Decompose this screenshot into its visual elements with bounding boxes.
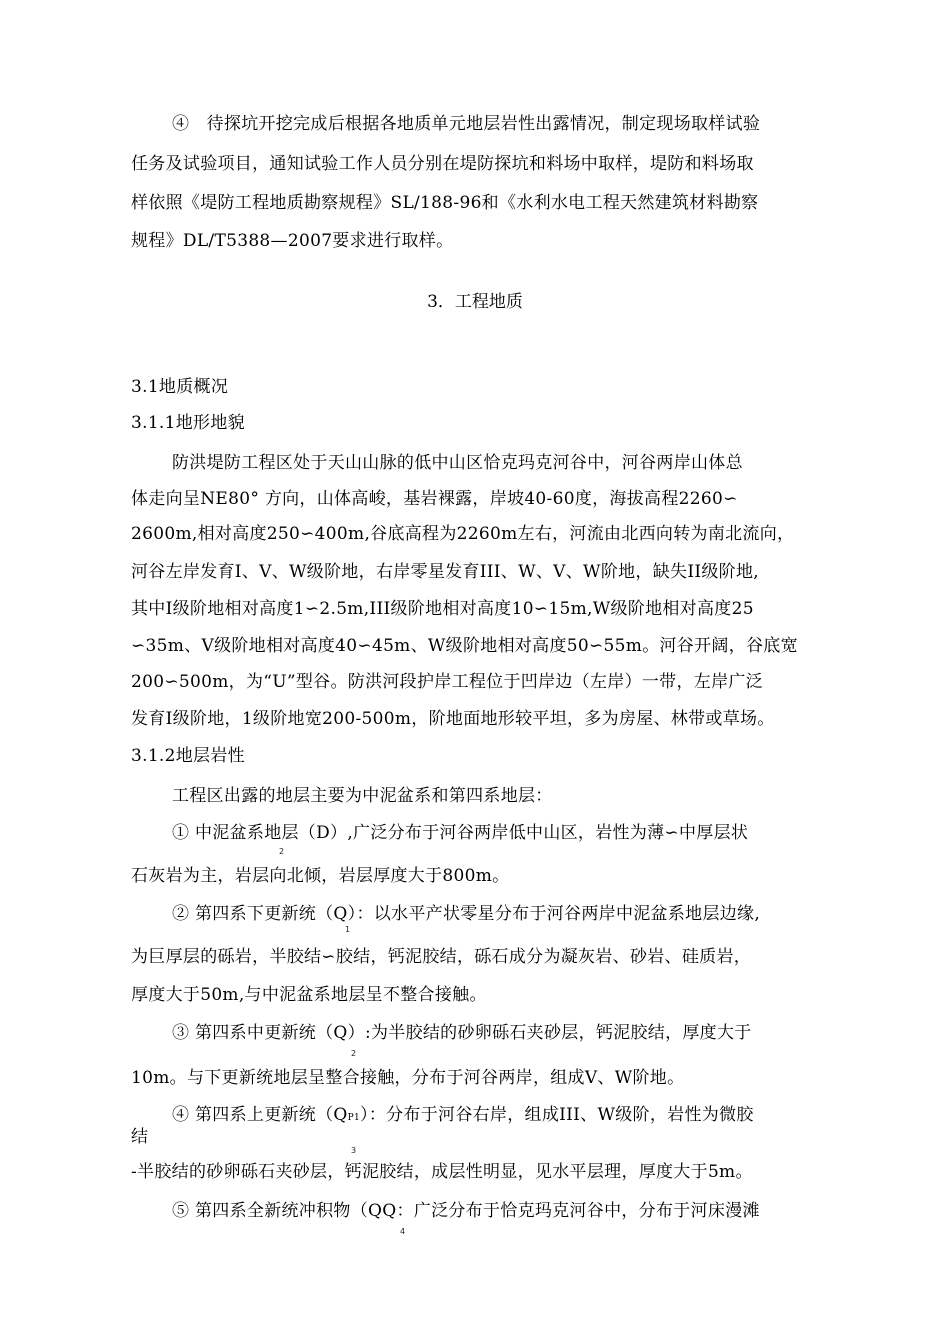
paragraph-line: 任务及试验项目，通知试验工作人员分别在堤防探坑和料场中取样，堤防和料场取 xyxy=(131,154,754,174)
subscript: 2 xyxy=(279,847,285,856)
list-item-line: 10m。与下更新统地层呈整合接触，分布于河谷两岸，组成V、W阶地。 xyxy=(131,1068,685,1088)
paragraph-line: 发育I级阶地，1级阶地宽200-500m，阶地面地形较平坦，多为房屋、林带或草场。 xyxy=(131,709,775,729)
list-item-line: 石灰岩为主，岩层向北倾，岩层厚度大于800m。 xyxy=(131,866,510,886)
paragraph-line: ∽35m、V级阶地相对高度40∽45m、W级阶地相对高度50∽55m。河谷开阔，谷底宽 xyxy=(131,636,798,656)
subsection-heading: 3.1.2地层岩性 xyxy=(131,746,245,766)
paragraph-line: 2600m,相对高度250∽400m,谷底高程为2260m左右，河流由北西向转为南北流向， xyxy=(131,524,795,544)
list-item-line: ② 第四系下更新统（Q）：以水平产状零星分布于河谷两岸中泥盆系地层边缘, xyxy=(172,904,761,924)
chapter-title: 3．工程地质 xyxy=(427,292,523,312)
list-item-line: ⑤ 第四系全新统冲积物（QQ：广泛分布于恰克玛克河谷中，分布于河床漫滩 xyxy=(172,1201,760,1221)
list-item-line xyxy=(172,1103,754,1130)
paragraph-line: 防洪堤防工程区处于天山山脉的低中山区恰克玛克河谷中，河谷两岸山体总 xyxy=(172,453,743,473)
paragraph-line: 200∽500m，为“U”型谷。防洪河段护岸工程位于凹岸边（左岸）一带，左岸广泛 xyxy=(131,672,763,692)
subscript: 2 xyxy=(351,1049,357,1058)
list-item-text: ）：分布于河谷右岸，组成III、W级阶，岩性为微胶 xyxy=(360,1105,754,1125)
paragraph-line: 样依照《堤防工程地质勘察规程》SL/188-96和《水利水电工程天然建筑材料勘察 xyxy=(131,193,759,213)
subsection-heading: 3.1.1地形地貌 xyxy=(131,413,245,433)
list-item-text: ④ 第四系上更新统（Q xyxy=(172,1105,348,1125)
paragraph-line: 体走向呈NE80° 方向，山体高峻，基岩裸露，岸坡40-60度，海拔高程2260∽ xyxy=(131,489,738,509)
paragraph-line: 工程区出露的地层主要为中泥盆系和第四系地层： xyxy=(172,786,553,806)
subscript: 3 xyxy=(351,1146,357,1155)
list-item-line: ① 中泥盆系地层（D）,广泛分布于河谷两岸低中山区，岩性为薄∽中厚层状 xyxy=(172,823,749,843)
subscript: 4 xyxy=(400,1227,406,1236)
list-item-line: ③ 第四系中更新统（Q）:为半胶结的砂卵砾石夹砂层，钙泥胶结，厚度大于 xyxy=(172,1023,752,1043)
subscript: 1 xyxy=(345,925,351,934)
subscript-inline: P1 xyxy=(347,1113,361,1123)
list-item-line: 为巨厚层的砾岩，半胶结∽胶结，钙泥胶结，砾石成分为凝灰岩、砂岩、硅质岩， xyxy=(131,947,752,967)
list-item-line: -半胶结的砂卵砾石夹砂层，钙泥胶结，成层性明显，见水平层理，厚度大于5m。 xyxy=(131,1162,753,1182)
paragraph-line: 其中I级阶地相对高度1∽2.5m,III级阶地相对高度10∽15m,W级阶地相对高度25 xyxy=(131,599,754,619)
paragraph-line: 河谷左岸发育I、V、W级阶地，右岸零星发育III、W、V、W阶地，缺失II级阶地, xyxy=(131,562,759,582)
paragraph-line: ④ 待探坑开挖完成后根据各地质单元地层岩性出露情况，制定现场取样试验 xyxy=(172,114,761,134)
paragraph-line: 规程》DL/T5388—2007要求进行取样。 xyxy=(131,231,454,251)
section-heading: 3.1地质概况 xyxy=(131,377,229,397)
list-item-line: 厚度大于50m,与中泥盆系地层呈不整合接触。 xyxy=(131,985,487,1005)
list-item-line: 结 xyxy=(131,1127,149,1147)
